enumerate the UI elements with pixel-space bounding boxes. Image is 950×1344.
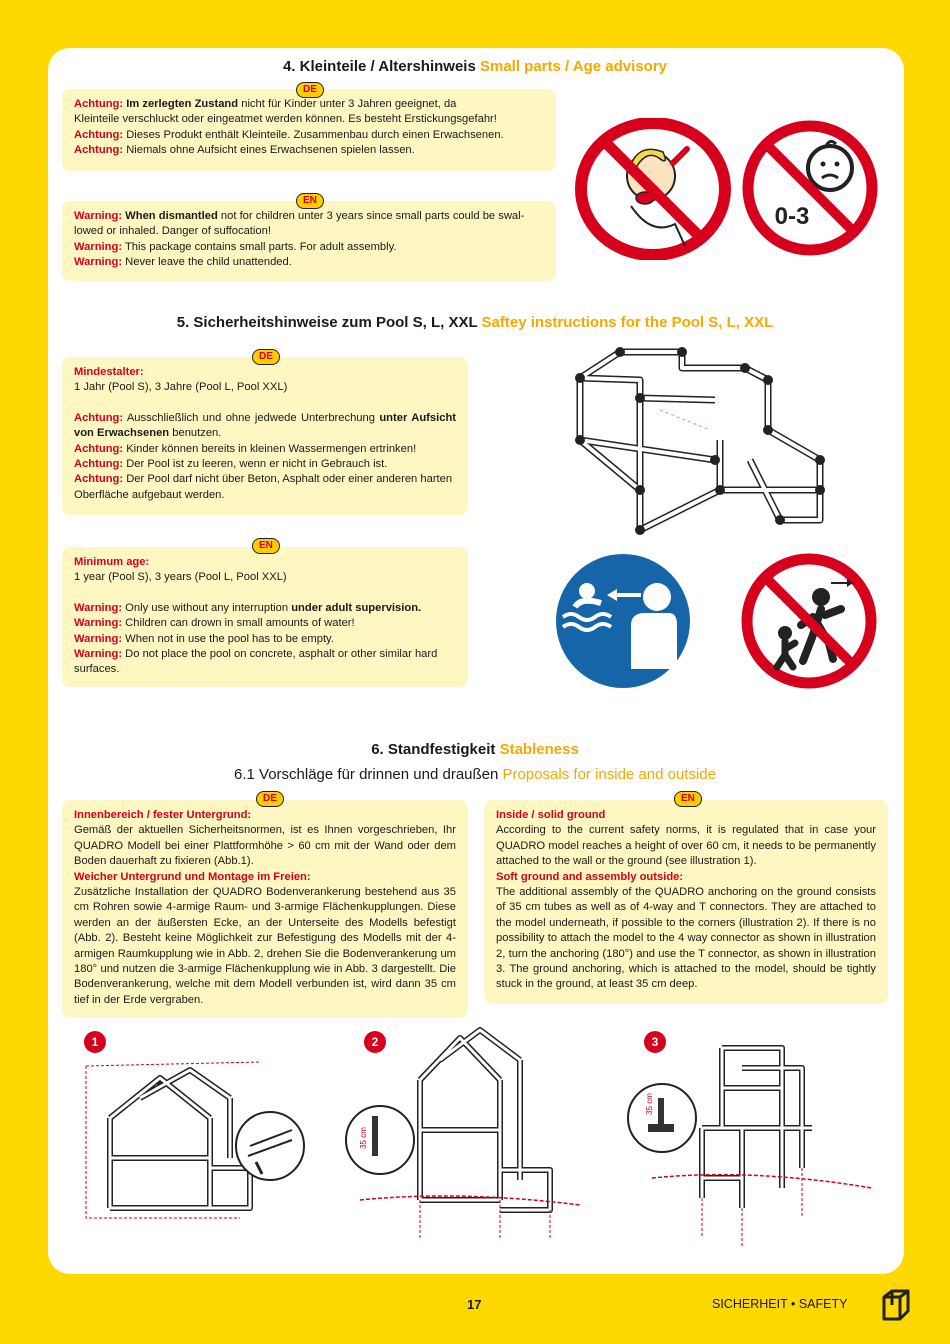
section4-en-box: Warning: When dismantled not for children unter 3 years since small parts could be swal- lowed or inhaled. Danger of suffocation! Warning: This package contains small parts. For adult assembly. Warning: Never leave the child unattended. [62, 201, 556, 281]
age-0-3-sign-icon [742, 120, 878, 256]
measure-label: 35 cm [359, 1127, 368, 1149]
en-badge: EN [296, 193, 324, 209]
de-badge: DE [256, 791, 284, 807]
adult-supervision-sign-icon [555, 553, 691, 689]
page-number: 17 [467, 1297, 482, 1312]
do-not-leave-child-sign-icon [741, 553, 877, 689]
section6-de-box: Innenbereich / fester Untergrund: Gemäß der aktuellen Sicherheitsnormen, ist es Ihnen vorgeschrieben, Ihr QUADRO Modell bei einer Plattformhöhe > 60 cm mit der Wand oder dem Boden dauerhaft zu fixieren (Abb.1). Weicher Untergrund und Montage im Freien: Zusätzliche Installation der QUADRO Bodenverankerung bestehend aus 35 cm Rohren sowie 4-armige Raum- und 3-armige Flächenkupplungen. Diese werden an der äußersten Ecke, an der Unterseite des Modells befestigt (Abb. 2). Besteht keine Möglichkeit zur Befestigung des Modells mit der 4-armigen Raumkupplung wie in Abb. 2, drehen Sie die Bodenverankerung um 180° und nutzen die 3-armige Flächenkupplung wie in Abb. 3 dargestellt. Die Bodenverankerung, welche mit dem Modell verbunden ist, wird dann 35 cm tief in der Erde vergraben. [62, 800, 468, 1018]
illustration-number-2: 2 [364, 1031, 386, 1053]
age-sign-text: 0-3 [774, 203, 810, 230]
section5-en-box: Minimum age: 1 year (Pool S), 3 years (Pool L, Pool XXL) Warning: Only use without any interruption under adult supervision. Warning: Children can drown in small amounts of water! Warning: When not in use the pool has to be empty. Warning: Do not place the pool on concrete, asphalt or other similar hard surfaces. [62, 547, 468, 687]
section6-en-box: Inside / solid ground According to the current safety norms, it is regulated that in case your QUADRO model reaches a height of over 60 cm, it needs to be permanently attached to the wall or the ground (see illustration 1). Soft ground and assembly outside: The additional assembly of the QUADRO anchoring on the ground consists of 35 cm tubes as well as of 4-way and T connectors. They are attached to the model underneath, if possible to the corners (illustration 2). If there is no possibility to attach the model to the 4 way connector as shown in illustration 2, turn the anchoring (180°) and use the T connector, as shown in illustration 3. The ground anchoring, which is attached to the model, should be tightly stuck in the ground, at least 35 cm deep. [484, 800, 888, 1004]
section5-de-box: Mindestalter: 1 Jahr (Pool S), 3 Jahre (Pool L, Pool XXL) Achtung: Ausschließlich und ohne jedwede Unterbrechung unter Aufsicht von Erwachsenen benutzen. Achtung: Kinder können bereits in kleinen Wassermengen ertrinken! Achtung: Der Pool ist zu leeren, wenn er nicht in Gebrauch ist. Achtung: Der Pool darf nicht über Beton, Asphalt oder einer anderen harten Oberfläche aufgebaut werden. [62, 357, 468, 515]
section5-heading: 5. Sicherheitshinweise zum Pool S, L, XXL Saftey instructions for the Pool S, L, XXL [176, 314, 774, 331]
pool-frame-illustration [570, 340, 835, 540]
illustration-1-wall-mount [80, 1058, 320, 1228]
illustration-number-1: 1 [84, 1031, 106, 1053]
measure-label: 35 cm [645, 1093, 654, 1115]
illustration-3-t-connector [622, 1028, 884, 1258]
en-badge: EN [252, 538, 280, 554]
no-small-parts-sign-icon [573, 118, 733, 260]
de-badge: DE [252, 349, 280, 365]
en-badge: EN [674, 791, 702, 807]
section4-heading: 4. Kleinteile / Altershinweis Small parts / Age advisory [282, 58, 668, 75]
footer-section-label: SICHERHEIT • SAFETY [712, 1297, 848, 1311]
section6-heading: 6. Standfestigkeit Stableness [371, 741, 579, 758]
quadro-logo-icon [880, 1289, 912, 1321]
illustration-2-ground-anchor [340, 1020, 590, 1260]
section6-subheading: 6.1 Vorschläge für drinnen und draußen Proposals for inside and outside [234, 766, 716, 783]
de-badge: DE [296, 82, 324, 98]
illustration-number-3: 3 [644, 1031, 666, 1053]
section4-de-box: Achtung: Im zerlegten Zustand nicht für Kinder unter 3 Jahren geeignet, da Kleinteile verschluckt oder eingeatmet werden können. Es besteht Erstickungsgefahr! Achtung: Dieses Produkt enthält Kleinteile. Zusammenbau durch einen Erwachsenen. Achtung: Niemals ohne Aufsicht eines Erwachsenen spielen lassen. [62, 89, 556, 171]
